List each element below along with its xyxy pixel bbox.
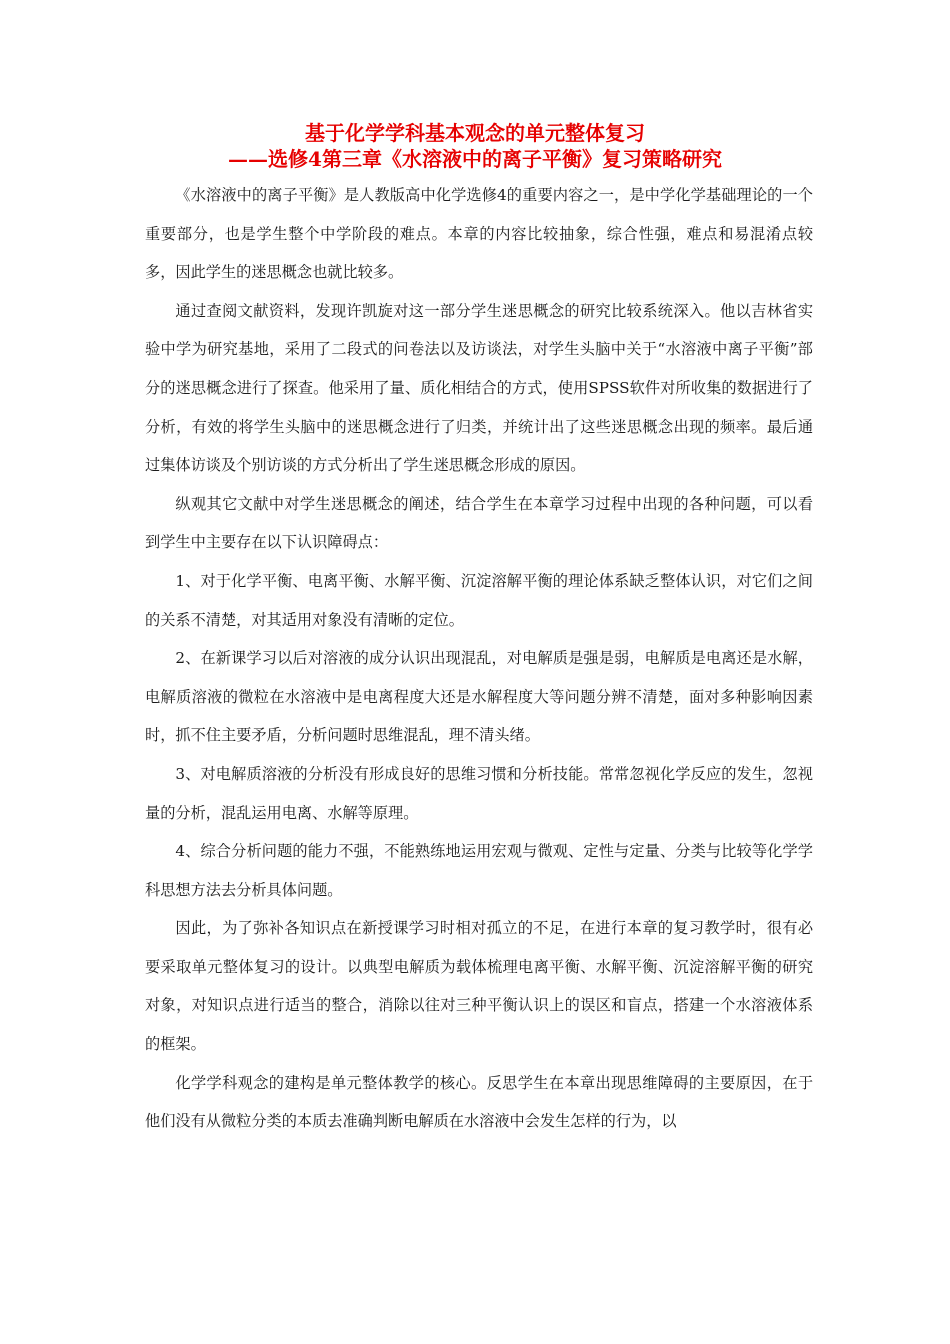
paragraph-intro: 《水溶液中的离子平衡》是人教版高中化学选修4的重要内容之一，是中学化学基础理论的一个重要部分，也是学生整个中学阶段的难点。本章的内容比较抽象，综合性强，难点和易混淆点较多，因此学生的迷思概念也就比较多。 [145, 186, 813, 282]
paragraph-obstacle-3: 3、对电解质溶液的分析没有形成良好的思维习惯和分析技能。常常忽视化学反应的发生，忽视量的分析，混乱运用电离、水解等原理。 [145, 764, 813, 822]
paragraph-review-design: 因此，为了弥补各知识点在新授课学习时相对孤立的不足，在进行本章的复习教学时，很有必要采取单元整体复习的设计。以典型电解质为载体梳理电离平衡、水解平衡、沉淀溶解平衡的研究对象，对知识点进行适当的整合，消除以往对三种平衡认识上的误区和盲点，搭建一个水溶液体系的框架。 [145, 919, 813, 1054]
document-subtitle: ——选修4第三章《水溶液中的离子平衡》复习策略研究 [228, 147, 722, 171]
paragraph-obstacle-4: 4、综合分析问题的能力不强，不能熟练地运用宏观与微观、定性与定量、分类与比较等化学学科思想方法去分析具体问题。 [145, 842, 813, 899]
paragraph-core-concept: 化学学科观念的建构是单元整体教学的核心。反思学生在本章出现思维障碍的主要原因，在于他们没有从微粒分类的本质去准确判断电解质在水溶液中会发生怎样的行为，以 [145, 1073, 813, 1131]
document-title: 基于化学学科基本观念的单元整体复习 [305, 121, 645, 145]
paragraph-obstacle-1: 1、对于化学平衡、电离平衡、水解平衡、沉淀溶解平衡的理论体系缺乏整体认识，对它们之间的关系不清楚，对其适用对象没有清晰的定位。 [145, 571, 813, 629]
paragraph-obstacle-2: 2、在新课学习以后对溶液的成分认识出现混乱，对电解质是强是弱，电解质是电离还是水解，电解质溶液的微粒在水溶液中是电离程度大还是水解程度大等问题分辨不清楚，面对多种影响因素时，抓不住主要矛盾，分析问题时思维混乱，理不清头绪。 [145, 649, 813, 745]
document-body [145, 176, 813, 1141]
paragraph-obstacles-intro: 纵观其它文献中对学生迷思概念的阐述，结合学生在本章学习过程中出现的各种问题，可以看到学生中主要存在以下认识障碍点： [145, 494, 813, 552]
paragraph-literature-review: 通过查阅文献资料，发现许凯旋对这一部分学生迷思概念的研究比较系统深入。他以吉林省实验中学为研究基地，采用了二段式的问卷法以及访谈法，对学生头脑中关于“水溶液中离子平衡”部分的迷思概念进行了探查。他采用了量、质化相结合的方式，使用SPSS软件对所收集的数据进行了分析，有效的将学生头脑中的迷思概念进行了归类，并统计出了这些迷思概念出现的频率。最后通过集体访谈及个别访谈的方式分析出了学生迷思概念形成的原因。 [145, 301, 813, 475]
